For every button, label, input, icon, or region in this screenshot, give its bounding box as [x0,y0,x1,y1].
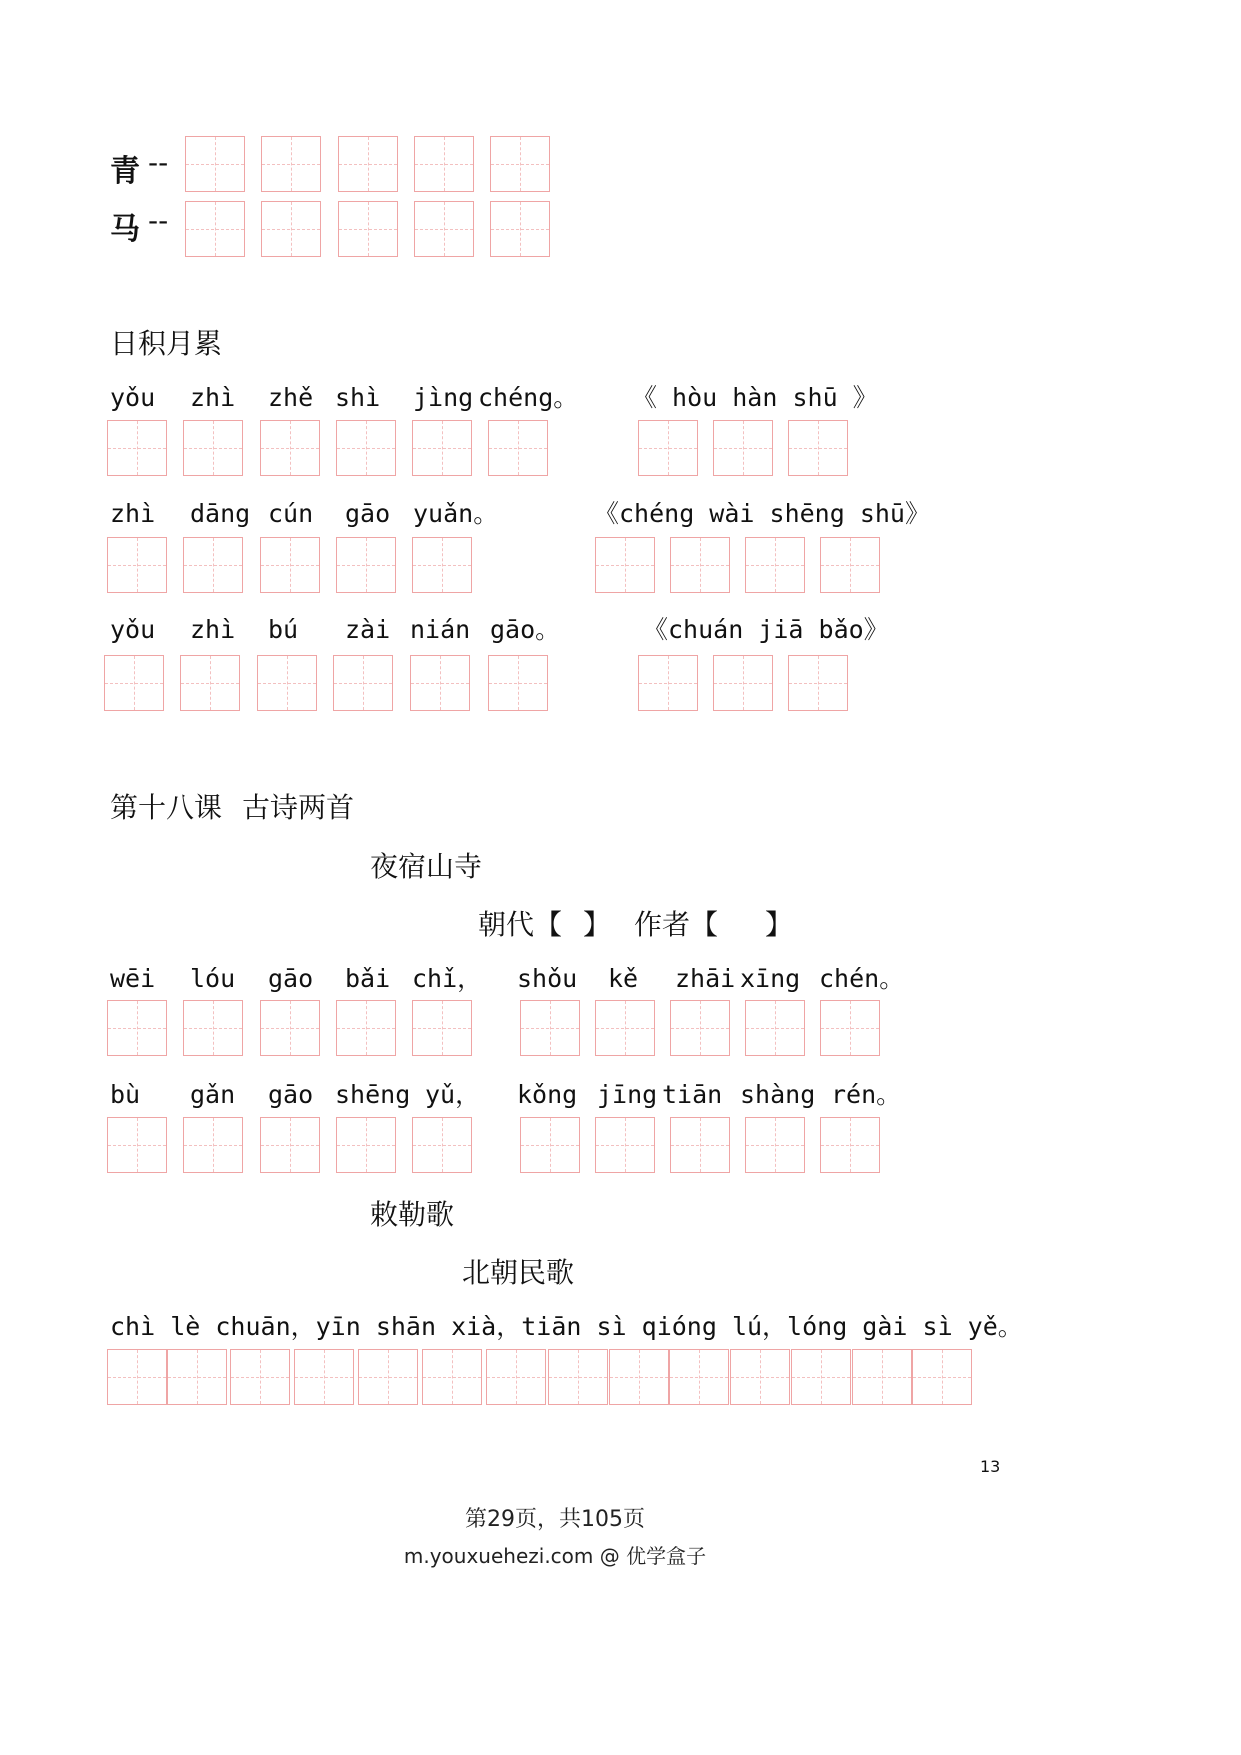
pinyin: zhì [190,615,236,644]
vocab-char-qing: 青 [110,154,140,189]
pinyin: chén。 [819,964,905,993]
writing-box[interactable] [410,655,470,711]
page-footer: 第29页，共105页 [465,1507,645,1532]
pinyin: chǐ， [412,964,483,993]
writing-box[interactable] [520,1000,580,1056]
pinyin: zhì [110,499,156,528]
pinyin: zhě [268,383,314,412]
writing-box[interactable] [358,1349,418,1405]
page-number: 13 [980,1457,1001,1476]
writing-box[interactable] [261,136,321,192]
source-title: 《chéng wài shēng shū》 [594,499,930,528]
writing-box[interactable] [638,420,698,476]
writing-box[interactable] [107,1000,167,1056]
writing-box[interactable] [670,1000,730,1056]
writing-box[interactable] [670,1117,730,1173]
writing-box[interactable] [336,1000,396,1056]
writing-box[interactable] [104,655,164,711]
writing-box[interactable] [412,1117,472,1173]
writing-box[interactable] [167,1349,227,1405]
writing-box[interactable] [713,420,773,476]
writing-box[interactable] [333,655,393,711]
pinyin: kǒng [517,1080,578,1109]
writing-box[interactable] [412,1000,472,1056]
writing-box[interactable] [745,1117,805,1173]
writing-box[interactable] [820,1000,880,1056]
writing-box[interactable] [595,1117,655,1173]
poem1-author-close: 】 [765,908,794,941]
writing-box[interactable] [488,420,548,476]
lesson-title: 第十八课 [110,791,223,824]
writing-box[interactable] [422,1349,482,1405]
pinyin: jīng [597,1080,658,1109]
pinyin: gāo [268,964,314,993]
writing-box[interactable] [338,201,398,257]
writing-box[interactable] [412,420,472,476]
writing-box[interactable] [490,136,550,192]
writing-box[interactable] [609,1349,669,1405]
writing-box[interactable] [490,201,550,257]
pinyin: wēi [110,964,156,993]
vocab-dash-ma: -- [148,204,169,237]
writing-box[interactable] [107,1349,167,1405]
writing-box[interactable] [183,1000,243,1056]
poem1-dynasty-close: 】 [583,908,612,941]
pinyin: shàng [740,1080,816,1109]
writing-box[interactable] [107,537,167,593]
pinyin: shì [335,383,381,412]
poem2-author: 北朝民歌 [462,1256,575,1289]
writing-box[interactable] [338,136,398,192]
pinyin: zài [345,615,391,644]
pinyin: yuǎn。 [413,499,499,528]
pinyin-line: chì lè chuān，yīn shān xià，tiān sì qióng lú，lóng gài sì yě。 [110,1312,1023,1341]
writing-box[interactable] [595,537,655,593]
writing-box[interactable] [730,1349,790,1405]
writing-box[interactable] [548,1349,608,1405]
pinyin: gāo。 [490,615,561,644]
site-watermark: m.youxuehezi.com @ 优学盒子 [403,1544,707,1568]
writing-box[interactable] [260,420,320,476]
writing-box[interactable] [336,1117,396,1173]
pinyin: cún [268,499,314,528]
writing-box[interactable] [488,655,548,711]
writing-box[interactable] [107,420,167,476]
pinyin: nián [410,615,471,644]
pinyin: dāng [190,499,251,528]
lesson-subtitle: 古诗两首 [242,791,355,824]
writing-box[interactable] [412,537,472,593]
poem1-author-label: 作者【 [634,908,719,941]
pinyin: gāo [345,499,391,528]
writing-box[interactable] [670,537,730,593]
writing-box[interactable] [260,1000,320,1056]
writing-box[interactable] [230,1349,290,1405]
pinyin: shǒu [517,964,578,993]
writing-box[interactable] [820,537,880,593]
writing-box[interactable] [713,655,773,711]
writing-box[interactable] [260,1117,320,1173]
writing-box[interactable] [183,537,243,593]
source-title: 《 hòu hàn shū 》 [632,383,878,412]
writing-box[interactable] [261,201,321,257]
writing-box[interactable] [257,655,317,711]
pinyin: rén。 [831,1080,902,1109]
poem1-title: 夜宿山寺 [370,850,483,883]
pinyin: zhì [190,383,236,412]
pinyin: gǎn [190,1080,236,1109]
writing-box[interactable] [820,1117,880,1173]
pinyin: xīng [740,964,801,993]
writing-box[interactable] [185,136,245,192]
pinyin: lóu [190,964,236,993]
writing-box[interactable] [595,1000,655,1056]
pinyin: yǔ， [425,1080,481,1109]
writing-box[interactable] [788,420,848,476]
pinyin: bǎi [345,964,391,993]
writing-box[interactable] [791,1349,851,1405]
poem2-title: 敕勒歌 [370,1198,455,1231]
poem1-dynasty-label: 朝代【 [478,908,563,941]
writing-box[interactable] [183,1117,243,1173]
writing-box[interactable] [336,420,396,476]
pinyin: zhāi [675,964,736,993]
writing-box[interactable] [260,537,320,593]
pinyin: bù [110,1080,141,1109]
writing-box[interactable] [414,201,474,257]
pinyin: bú [268,615,299,644]
section-heading-riji: 日积月累 [110,327,223,360]
writing-box[interactable] [185,201,245,257]
pinyin: shēng [335,1080,411,1109]
writing-box[interactable] [852,1349,912,1405]
writing-box[interactable] [912,1349,972,1405]
writing-box[interactable] [414,136,474,192]
writing-box[interactable] [788,655,848,711]
writing-box[interactable] [336,537,396,593]
writing-box[interactable] [520,1117,580,1173]
pinyin: gāo [268,1080,314,1109]
writing-box[interactable] [638,655,698,711]
vocab-dash-qing: -- [148,146,169,179]
writing-box[interactable] [669,1349,729,1405]
pinyin: chéng。 [478,383,579,412]
writing-box[interactable] [745,537,805,593]
writing-box[interactable] [294,1349,354,1405]
writing-box[interactable] [486,1349,546,1405]
writing-box[interactable] [107,1117,167,1173]
writing-box[interactable] [183,420,243,476]
vocab-char-ma: 马 [110,212,140,247]
pinyin: tiān [662,1080,723,1109]
writing-box[interactable] [745,1000,805,1056]
pinyin: kě [608,964,639,993]
writing-box[interactable] [180,655,240,711]
pinyin: yǒu [110,615,156,644]
source-title: 《chuán jiā bǎo》 [643,615,889,644]
pinyin: jìng [413,383,474,412]
pinyin: yǒu [110,383,156,412]
